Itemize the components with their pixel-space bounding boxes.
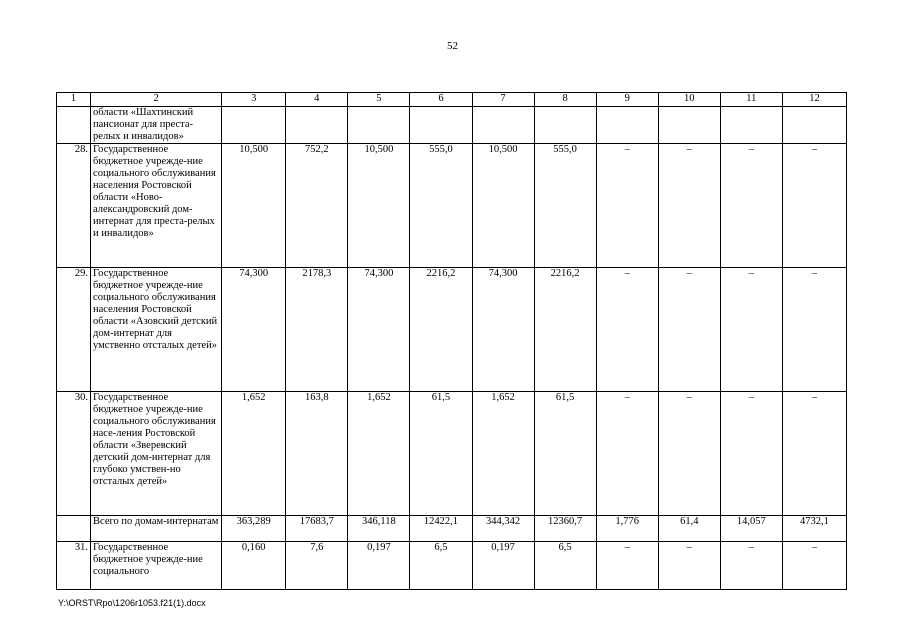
institution-name-cell: Государственное бюджетное учрежде-ние социального обслуживания населения Ростовской области «Ново-александровский дом-интернат для преста-релых и инвалидов» xyxy=(91,144,222,268)
value-cell: 14,057 xyxy=(720,516,782,542)
value-cell: 10,500 xyxy=(472,144,534,268)
row-number-cell: 29. xyxy=(57,268,91,392)
value-cell xyxy=(410,107,472,144)
value-cell: 555,0 xyxy=(410,144,472,268)
institution-name-cell: Всего по домам-интернатам xyxy=(91,516,222,542)
value-cell: – xyxy=(596,268,658,392)
value-cell: – xyxy=(658,392,720,516)
value-cell xyxy=(534,107,596,144)
value-cell xyxy=(596,107,658,144)
value-cell: – xyxy=(658,268,720,392)
column-header: 11 xyxy=(720,93,782,107)
institution-name-cell: Государственное бюджетное учрежде-ние социального обслуживания населения Ростовской области «Азовский детский дом-интернат для умственно отсталых детей» xyxy=(91,268,222,392)
value-cell: 17683,7 xyxy=(286,516,348,542)
value-cell: 10,500 xyxy=(348,144,410,268)
value-cell: 344,342 xyxy=(472,516,534,542)
value-cell: 363,289 xyxy=(222,516,286,542)
value-cell: – xyxy=(782,392,846,516)
column-header: 7 xyxy=(472,93,534,107)
value-cell: 1,652 xyxy=(348,392,410,516)
column-header: 5 xyxy=(348,93,410,107)
table-row xyxy=(57,392,847,516)
value-cell: – xyxy=(720,542,782,590)
value-cell: 0,197 xyxy=(472,542,534,590)
value-cell xyxy=(222,107,286,144)
value-cell: 74,300 xyxy=(472,268,534,392)
data-table xyxy=(56,92,847,590)
column-header: 12 xyxy=(782,93,846,107)
value-cell: – xyxy=(720,144,782,268)
value-cell: – xyxy=(596,392,658,516)
row-number-cell xyxy=(57,107,91,144)
value-cell: – xyxy=(596,144,658,268)
value-cell: 12422,1 xyxy=(410,516,472,542)
row-number-cell: 31. xyxy=(57,542,91,590)
value-cell xyxy=(782,107,846,144)
table-row xyxy=(57,542,847,590)
row-number-cell: 30. xyxy=(57,392,91,516)
column-header: 2 xyxy=(91,93,222,107)
value-cell: – xyxy=(782,268,846,392)
value-cell: 61,4 xyxy=(658,516,720,542)
column-header: 3 xyxy=(222,93,286,107)
value-cell xyxy=(720,107,782,144)
value-cell: 1,652 xyxy=(472,392,534,516)
value-cell: – xyxy=(720,392,782,516)
table-row xyxy=(57,516,847,542)
value-cell: 0,197 xyxy=(348,542,410,590)
value-cell: 346,118 xyxy=(348,516,410,542)
table-row xyxy=(57,144,847,268)
column-header: 10 xyxy=(658,93,720,107)
value-cell: 1,776 xyxy=(596,516,658,542)
value-cell: 2216,2 xyxy=(534,268,596,392)
institution-name-cell: области «Шахтинский пансионат для преста-релых и инвалидов» xyxy=(91,107,222,144)
value-cell: 752,2 xyxy=(286,144,348,268)
value-cell: 163,8 xyxy=(286,392,348,516)
value-cell: 1,652 xyxy=(222,392,286,516)
value-cell: 74,300 xyxy=(222,268,286,392)
table-header-row xyxy=(57,93,847,107)
row-number-cell: 28. xyxy=(57,144,91,268)
column-header: 4 xyxy=(286,93,348,107)
column-header: 9 xyxy=(596,93,658,107)
value-cell: 74,300 xyxy=(348,268,410,392)
value-cell xyxy=(286,107,348,144)
institution-name-cell: Государственное бюджетное учрежде-ние социального обслуживания насе-ления Ростовской области «Зверевский детский дом-интернат для глубоко умствен-но отсталых детей» xyxy=(91,392,222,516)
footer-file-path: Y:\ORST\Rpo\1206r1053.f21(1).docx xyxy=(58,598,206,608)
value-cell: 7,6 xyxy=(286,542,348,590)
value-cell: 4732,1 xyxy=(782,516,846,542)
column-header: 6 xyxy=(410,93,472,107)
value-cell: – xyxy=(720,268,782,392)
row-number-cell xyxy=(57,516,91,542)
value-cell: – xyxy=(658,542,720,590)
value-cell: – xyxy=(658,144,720,268)
value-cell: 2216,2 xyxy=(410,268,472,392)
value-cell: 2178,3 xyxy=(286,268,348,392)
column-header: 1 xyxy=(57,93,91,107)
value-cell: 10,500 xyxy=(222,144,286,268)
value-cell: 555,0 xyxy=(534,144,596,268)
value-cell xyxy=(472,107,534,144)
value-cell: – xyxy=(782,542,846,590)
value-cell: 0,160 xyxy=(222,542,286,590)
value-cell: – xyxy=(596,542,658,590)
value-cell: 61,5 xyxy=(534,392,596,516)
value-cell xyxy=(348,107,410,144)
value-cell: – xyxy=(782,144,846,268)
institution-name-cell: Государственное бюджетное учрежде-ние социального xyxy=(91,542,222,590)
page-number: 52 xyxy=(447,40,458,52)
value-cell xyxy=(658,107,720,144)
table-row xyxy=(57,107,847,144)
value-cell: 6,5 xyxy=(534,542,596,590)
value-cell: 12360,7 xyxy=(534,516,596,542)
table-row xyxy=(57,268,847,392)
value-cell: 61,5 xyxy=(410,392,472,516)
value-cell: 6,5 xyxy=(410,542,472,590)
column-header: 8 xyxy=(534,93,596,107)
